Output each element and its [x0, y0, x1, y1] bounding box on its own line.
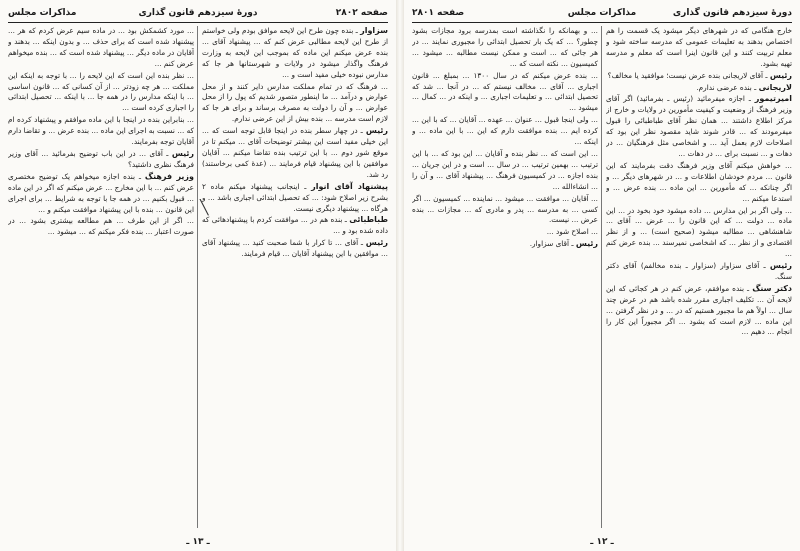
paragraph-text: ـ آقای ... تا کرار با شما صحبت کنید ... پیشنهاد آقای ... موافقین با این پیشنهاد آقایان ... قیام فرمایند. — [202, 238, 388, 259]
paragraph — [412, 149, 598, 193]
speaker: رئیس — [575, 239, 598, 249]
handwritten-mark-icon: ╲ — [200, 200, 209, 216]
page-footer: ـ ۱۲ ـ — [590, 537, 614, 547]
paragraph-text: ... اگر از این طرف ... هم مطالعه بیشتری بشود ... در صورت اعتبار ... بنده فکر میکنم که ... میشود ... — [8, 216, 194, 237]
paragraph-text: ... اصلاح شود ... — [546, 227, 598, 237]
page-number: صفحه ۲۸۰۲ — [335, 8, 388, 18]
paragraph — [412, 26, 598, 70]
paragraph-text: ـ بنده هم در ... موافقت کردم با پیشنهادهائی که داده شده بود و ... — [202, 215, 388, 236]
page-number: صفحه ۲۸۰۱ — [412, 8, 465, 18]
paragraph-text: ـ در چهار سطر بنده در اینجا قابل توجه است که ... این خیلی مفید است این بیشتر توضیحات آقای ... میکنم تا در موقع شور دوم ... با این ترتیب بنده تقاضا میکنم ... آقایان موافقین با این پیشنهاد قیام فرمایند ... (عدهٔ کمی برخاستند) رد شد. — [202, 126, 388, 179]
paragraph — [8, 149, 194, 171]
paragraph-text: ـ آقای سزاوار. — [529, 239, 574, 249]
speaker: لاریجانی — [758, 82, 792, 92]
right-column — [202, 26, 388, 528]
paragraph-text: ... بنده عرض میکنم که در سال ۱۳۰۰ ... بمبلغ ... قانون اجباری ... آقای ... مخالف نیستم که ... در آنجا ... شد که تحصیل ابتدائی ... و تعلیمات اجباری ... و اینکه در ... کمال ... میشود ... — [412, 70, 598, 113]
paragraph-text: ... خواهش میکنم آقای وزیر فرهنگ دقت بفرمایند که این قانون ... مردم خودشان اطلاعات و ... در شهرهای دیگر ... و اگر چنانکه ... که مأمورین ... این ماده ... بنده عرض ... و استدعا میکنم ... — [606, 160, 792, 203]
paragraph-text: ـ بنده عرضی ندارم. — [696, 82, 757, 92]
paragraph — [8, 115, 194, 148]
header-rule — [8, 22, 388, 23]
book-gutter — [396, 0, 404, 551]
paragraph — [412, 115, 598, 148]
speaker: دکتر سنگ — [752, 283, 792, 293]
page-header — [412, 6, 792, 20]
journal-title: مذاکرات مجلس — [567, 8, 637, 18]
paragraph — [606, 261, 792, 283]
paragraph — [8, 26, 194, 70]
page-header — [8, 6, 388, 20]
speaker: امیرتیمور — [754, 94, 792, 104]
paragraph-text: ... و بهمانکه را نگذاشته است بمدرسه برود مجازات بشود چطور؟ ... که یک بار تحصیل ابتدائی را مجبوری نمایند ... در هر جائی که ... است و ممکن نیست مطالبه ... میشود ... کمیسیون ... نکته است که ... — [412, 26, 598, 68]
paragraph-text: ... فرهنگ که در تمام مملکت مدارس دایر کنند و از محل عوارض و درآمد ... ما اینطور متصور شدیم که پول را از محل عوارض ... و آن را دولت به مصرف برساند و برای هر جا که لازم است مدرسه ... بنده بیش از این عرضی ندارم. — [202, 81, 388, 124]
paragraph — [412, 71, 598, 115]
speaker: رئیس — [769, 70, 792, 80]
paragraph — [8, 216, 194, 238]
header-rule — [412, 22, 792, 23]
paragraph-text: ـ اجازه میفرمائید (رئیس ـ بفرمائید) اگر آقای وزیر فرهنگ از وضعیت و کیفیت مأمورین در ولایات و خارج از مرکز اطلاع داشتند ... همان نظر آقای طباطبائی را قبول میفرمودند که ... قادر شوند شاید مقصود نظر این بود که اصلاحات لازم بعمل آید ... و اشخاصی مثل فرهنگیان ... در دهات و ... نسبت برای ... در دهات ... — [606, 94, 792, 158]
paragraph-text: ـ آقای ... در این باب توضیح بفرمائید ... آقای وزیر فرهنگ نظری داشتید؟ — [8, 148, 194, 169]
paragraph — [606, 71, 792, 82]
speaker: رئیس — [769, 261, 792, 271]
paragraph — [8, 71, 194, 115]
paragraph-text: ـ بنده موافقم، عرض کنم در هر کجائی که این لایحه آن ... تکلیف اجباری مقرر شده باشد هم در عرض چند سال ... اولاً هم ما مجبور هستیم که در ... و در نظر گرفتن ... این ماده ... لازم است که بشود ... اگر مجبوراً این کار را انجام ... دهیم ... — [606, 283, 792, 337]
paragraph-text: ... آقایان ... موافقت ... میشود ... نماینده ... کمیسیون ... اگر کسی ... به مدرسه ... پدر و مادری که ... مجازات ... بنده عرض ... نیست. — [412, 193, 598, 225]
speaker: پیشنهاد آقای انوار — [311, 181, 388, 191]
paragraph — [606, 206, 792, 261]
paragraph — [202, 215, 388, 237]
paragraph — [606, 284, 792, 339]
page-footer: ـ ۱۳ ـ — [186, 537, 210, 547]
column-separator — [601, 26, 602, 528]
paragraph — [606, 94, 792, 159]
journal-title: مذاکرات مجلس — [8, 8, 77, 18]
paragraph-text: ... ولی اگر بر این مدارس ... داده میشود خود بخود در ... این ماده ... دولت ... که این قانون را ... عرض ... آقای ... شاهنشاهی ... مطالبه میشود (صحیح است) ... و از نظر اقتصادی و از نظر ... که اشخاصی نمیرسند ... بنده عرض کنم ... — [606, 205, 792, 259]
paragraph — [202, 238, 388, 260]
paragraph — [606, 26, 792, 70]
paragraph — [606, 83, 792, 94]
paragraph-text: ـ آقای لاریجانی بنده عرض نیست؛ موافقید یا مخالف؟ — [607, 70, 768, 80]
paragraph — [202, 82, 388, 126]
speaker: رئیس — [365, 238, 388, 248]
paragraph — [202, 26, 388, 81]
left-column — [412, 26, 598, 528]
speaker: رئیس — [365, 126, 388, 136]
speaker: رئیس — [171, 148, 194, 158]
series-title: دورهٔ سیزدهم قانون گذاری — [138, 8, 258, 18]
paragraph — [412, 194, 598, 227]
left-page — [0, 0, 396, 551]
paragraph-text: ... این است که ... نظر بنده و آقایان ... این بود که ... با این ترتیب ... بهمین ترتیب ... در سال ... است و در این جریان ... بنده اجازه ... در کمیسیون فرهنگ ... پیشنهاد آقای ... و آن را ... انشاءالله ... — [412, 148, 598, 191]
paragraph-text: ... مورد کشمکش بود ... در ماده سیم عرض کردم که هر ... پیشنهاد شده است که برای حذف ... و بدون اینکه ... بدهند و آقایان در ماده دیگر ... پیشنهاد شده است که ... بنده میخواهم عرض کنم ... — [8, 26, 194, 68]
paragraph-text: ـ بنده اجازه میخواهم یک توضیح مختصری عرض کنم ... با این مخارج ... عرض میکنم که اگر در این ماده ... قبول بکنیم ... در همه جا با توجه به شرایط ... برای اجرای این قانون ... بنده با این پیشنهاد موافقت میکنم و ... — [8, 171, 194, 214]
paragraph-text: ... بنابراین بنده در اینجا با این ماده موافقم و پیشنهاد کرده ام که ... نسبت به اجرای این ماده ... بنده عرض ... و تقاضا دارم آقایان توجه بفرمایند. — [8, 115, 194, 147]
paragraph-text: ... نظر بنده این است که این لایحه را ... با توجه به اینکه این مملکت ... هر چه زودتر ... از آن کسانی که ... قانون اساسی ... با اینکه مدارس را در همه جا ... با اینکه ... تحصیل ابتدائی را اجباری کرده است ... — [8, 70, 194, 113]
paragraph-text: ... ولی اینجا قبول ... عنوان ... عهده ... آقایان ... که با این ... کرده ایم ... بنده موافقت دارم که این ... با این ماده ... و اینکه ... — [412, 115, 598, 147]
paragraph — [412, 239, 598, 250]
right-page — [404, 0, 800, 551]
right-column — [606, 26, 792, 528]
paragraph — [8, 172, 194, 216]
paragraph — [412, 227, 598, 238]
paragraph-text: ـ اینجانب پیشنهاد میکنم ماده ۲ بشرح زیر اصلاح شود: ... که تحصیل ابتدائی اجباری باشد ... و هرگاه ... پیشنهاد دیگری نیست. — [202, 181, 388, 213]
paragraph — [606, 161, 792, 205]
speaker: طباطبائی — [349, 215, 388, 225]
paragraph-text: ـ آقای سزاوار (سزاوار ـ بنده مخالفم) آقای دکتر سنگ. — [606, 261, 792, 281]
paragraph-text: ـ بنده چون طرح این لایحه موافق بودم ولی خواستم از طرح این لایحه مطالبی عرض کنم که ... پیشنهاد آقای ... بنده عرض میکنم این ماده که بموجب این لایحه به وزارت فرهنگ واگذار میشود در ولایات و شهرستانها هر جا که مدارس نبوده خیلی مفید است و ... — [202, 26, 388, 79]
paragraph — [202, 182, 388, 215]
series-title: دورهٔ سیزدهم قانون گذاری — [672, 8, 792, 18]
paragraph — [202, 126, 388, 181]
column-separator — [197, 26, 198, 528]
speaker: سزاوار — [360, 26, 388, 35]
paragraph-text: خارج هنگامی که در شهرهای دیگر میشود یک قسمت را هم اختصاص بدهند به تعلیمات عمومی که مدرسه ساخته شود و معلم تربیت کنند و این قانون اینرا است که معلم و مدرسه تهیه بشود. — [606, 26, 792, 68]
speaker: وزیر فرهنگ — [144, 171, 194, 181]
left-column — [8, 26, 194, 528]
